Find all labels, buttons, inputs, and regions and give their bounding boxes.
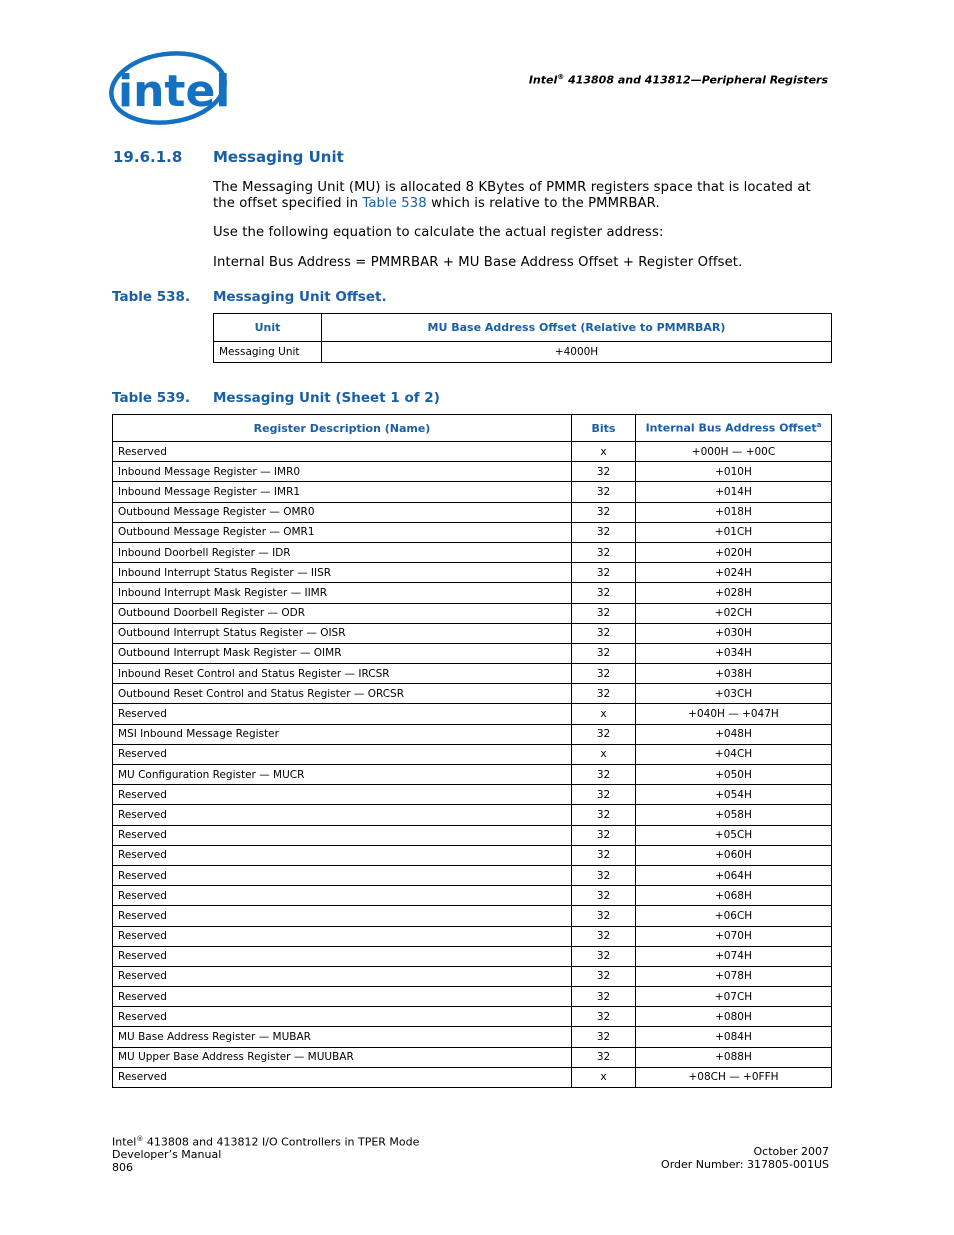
bits-cell: 32 <box>572 664 636 684</box>
register-name-cell: Reserved <box>113 442 572 462</box>
register-name-cell: Outbound Doorbell Register — ODR <box>113 603 572 623</box>
register-name-cell: MU Base Address Register — MUBAR <box>113 1027 572 1047</box>
footer-registered-mark: ® <box>136 1135 144 1143</box>
table-row <box>113 1007 832 1027</box>
intro-paragraph <box>213 180 833 211</box>
table-row <box>113 563 832 583</box>
footer-manual: Developer’s Manual <box>112 1148 222 1162</box>
register-name-cell: Reserved <box>113 704 572 724</box>
table-row <box>113 1047 832 1067</box>
section-number: 19.6.1.8 <box>113 148 183 166</box>
table-row <box>113 825 832 845</box>
running-header-prefix: Intel <box>528 73 558 87</box>
offset-cell: +034H <box>636 643 832 663</box>
register-name-cell: Inbound Message Register — IMR0 <box>113 462 572 482</box>
offset-cell: +030H <box>636 623 832 643</box>
footer-right <box>661 1146 829 1171</box>
offset-cell: +050H <box>636 765 832 785</box>
table-row <box>113 886 832 906</box>
register-name-cell: Reserved <box>113 805 572 825</box>
offset-cell: +020H <box>636 542 832 562</box>
equation-intro: Use the following equation to calculate the actual register address: <box>213 225 664 240</box>
register-name-cell: Inbound Interrupt Status Register — IISR <box>113 563 572 583</box>
register-name-cell: Reserved <box>113 785 572 805</box>
running-header <box>529 73 828 87</box>
register-name-cell: Reserved <box>113 926 572 946</box>
offset-cell: +074H <box>636 946 832 966</box>
table-row <box>214 342 832 363</box>
column-header-unit: Unit <box>214 314 322 342</box>
offset-cell: +084H <box>636 1027 832 1047</box>
bits-cell: 32 <box>572 785 636 805</box>
offset-cell: +014H <box>636 482 832 502</box>
register-name-cell: MU Configuration Register — MUCR <box>113 765 572 785</box>
table-539-body <box>113 442 832 1088</box>
offset-cell: +054H <box>636 785 832 805</box>
register-name-cell: Reserved <box>113 966 572 986</box>
register-name-cell: Inbound Reset Control and Status Register — IRCSR <box>113 664 572 684</box>
register-name-cell: Reserved <box>113 987 572 1007</box>
table-538-header-row <box>214 314 832 342</box>
table-row <box>113 926 832 946</box>
table-539-number: Table 539. <box>112 390 191 406</box>
table-539-header-row <box>113 415 832 442</box>
bits-cell: x <box>572 704 636 724</box>
bits-cell: 32 <box>572 987 636 1007</box>
table-row <box>113 785 832 805</box>
table-row <box>113 704 832 724</box>
bits-cell: 32 <box>572 1047 636 1067</box>
register-name-cell: Reserved <box>113 886 572 906</box>
register-name-cell: Reserved <box>113 1067 572 1087</box>
register-name-cell: Outbound Reset Control and Status Register — ORCSR <box>113 684 572 704</box>
table-row <box>113 1067 832 1087</box>
bits-cell: 32 <box>572 926 636 946</box>
register-name-cell: Reserved <box>113 906 572 926</box>
table-row <box>113 865 832 885</box>
table-row <box>113 442 832 462</box>
bits-cell: 32 <box>572 1027 636 1047</box>
offset-cell: +08CH — +0FFH <box>636 1067 832 1087</box>
table-539 <box>112 414 832 1088</box>
offset-cell: +080H <box>636 1007 832 1027</box>
bits-cell: 32 <box>572 603 636 623</box>
register-name-cell: MSI Inbound Message Register <box>113 724 572 744</box>
register-name-cell: Outbound Message Register — OMR0 <box>113 502 572 522</box>
intro-text-end: which is relative to the PMMRBAR. <box>426 195 660 211</box>
table-row <box>113 542 832 562</box>
offset-cell: +01CH <box>636 522 832 542</box>
bits-cell: 32 <box>572 684 636 704</box>
bits-cell: 32 <box>572 623 636 643</box>
offset-cell: +04CH <box>636 744 832 764</box>
table-row <box>113 845 832 865</box>
section-title: Messaging Unit <box>213 148 344 166</box>
offset-cell: +038H <box>636 664 832 684</box>
table-row <box>113 643 832 663</box>
offset-header-text: Internal Bus Address Offset <box>645 421 817 435</box>
register-name-cell: Reserved <box>113 1007 572 1027</box>
bits-cell: 32 <box>572 886 636 906</box>
table-row <box>113 522 832 542</box>
table-row <box>113 623 832 643</box>
register-name-cell: Reserved <box>113 865 572 885</box>
bits-cell: 32 <box>572 502 636 522</box>
register-name-cell: Inbound Message Register — IMR1 <box>113 482 572 502</box>
offset-cell: +02CH <box>636 603 832 623</box>
table-row <box>113 462 832 482</box>
table-row <box>113 502 832 522</box>
bits-cell: 32 <box>572 724 636 744</box>
offset-cell: +040H — +047H <box>636 704 832 724</box>
column-header-register: Register Description (Name) <box>113 415 572 442</box>
table-row <box>113 482 832 502</box>
offset-cell: +05CH <box>636 825 832 845</box>
register-name-cell: Reserved <box>113 845 572 865</box>
bits-cell: 32 <box>572 482 636 502</box>
offset-cell: +07CH <box>636 987 832 1007</box>
offset-cell: +000H — +00C <box>636 442 832 462</box>
table-row <box>113 1027 832 1047</box>
table-row <box>113 664 832 684</box>
footer-order-number: Order Number: 317805-001US <box>661 1157 829 1171</box>
table-539-title: Messaging Unit (Sheet 1 of 2) <box>213 390 440 406</box>
register-name-cell: Reserved <box>113 946 572 966</box>
offset-cell: +078H <box>636 966 832 986</box>
offset-cell: +03CH <box>636 684 832 704</box>
offset-cell: +088H <box>636 1047 832 1067</box>
offset-cell: +4000H <box>322 342 832 363</box>
offset-cell: +018H <box>636 502 832 522</box>
table-538 <box>213 313 832 363</box>
footer-product-line <box>112 1133 419 1149</box>
intel-logo <box>108 50 228 128</box>
bits-cell: 32 <box>572 643 636 663</box>
page-number: 806 <box>112 1160 133 1174</box>
offset-cell: +060H <box>636 845 832 865</box>
register-name-cell: Inbound Interrupt Mask Register — IIMR <box>113 583 572 603</box>
bits-cell: 32 <box>572 805 636 825</box>
offset-cell: +024H <box>636 563 832 583</box>
footer-left <box>112 1133 419 1174</box>
bits-cell: 32 <box>572 946 636 966</box>
table-row <box>113 946 832 966</box>
table-row <box>113 805 832 825</box>
table-row <box>113 987 832 1007</box>
register-name-cell: Outbound Message Register — OMR1 <box>113 522 572 542</box>
footnote-marker: a <box>816 421 822 430</box>
column-header-base-offset: MU Base Address Offset (Relative to PMMRBAR) <box>322 314 832 342</box>
table-row <box>113 966 832 986</box>
bits-cell: 32 <box>572 1007 636 1027</box>
table-539-caption <box>112 390 440 406</box>
column-header-bits: Bits <box>572 415 636 442</box>
section-heading <box>113 148 344 166</box>
table-row <box>113 906 832 926</box>
bits-cell: x <box>572 442 636 462</box>
table-538-link[interactable]: Table 538 <box>362 195 427 211</box>
offset-cell: +028H <box>636 583 832 603</box>
offset-cell: +064H <box>636 865 832 885</box>
equation: Internal Bus Address = PMMRBAR + MU Base Address Offset + Register Offset. <box>213 255 743 270</box>
register-name-cell: Outbound Interrupt Mask Register — OIMR <box>113 643 572 663</box>
footer-date: October 2007 <box>753 1145 829 1158</box>
register-name-cell: Outbound Interrupt Status Register — OISR <box>113 623 572 643</box>
offset-cell: +010H <box>636 462 832 482</box>
registered-mark: ® <box>557 73 565 81</box>
intro-text-start: The Messaging Unit (MU) is allocated 8 KBytes of PMMR registers space that is located at the offset specified in <box>213 180 811 211</box>
bits-cell: 32 <box>572 462 636 482</box>
bits-cell: 32 <box>572 542 636 562</box>
bits-cell: 32 <box>572 825 636 845</box>
footer-brand: Intel <box>112 1135 137 1149</box>
bits-cell: 32 <box>572 906 636 926</box>
logo-wordmark: intel <box>118 66 228 117</box>
unit-cell: Messaging Unit <box>214 342 322 363</box>
bits-cell: 32 <box>572 865 636 885</box>
offset-cell: +048H <box>636 724 832 744</box>
bits-cell: 32 <box>572 522 636 542</box>
bits-cell: x <box>572 744 636 764</box>
offset-cell: +058H <box>636 805 832 825</box>
table-row <box>113 583 832 603</box>
bits-cell: 32 <box>572 563 636 583</box>
table-538-caption <box>112 289 387 305</box>
register-name-cell: Inbound Doorbell Register — IDR <box>113 542 572 562</box>
bits-cell: 32 <box>572 845 636 865</box>
table-538-title: Messaging Unit Offset. <box>213 289 387 305</box>
bits-cell: 32 <box>572 583 636 603</box>
register-name-cell: MU Upper Base Address Register — MUUBAR <box>113 1047 572 1067</box>
offset-cell: +070H <box>636 926 832 946</box>
table-row <box>113 603 832 623</box>
register-name-cell: Reserved <box>113 825 572 845</box>
column-header-offset <box>636 415 832 442</box>
table-row <box>113 765 832 785</box>
register-name-cell: Reserved <box>113 744 572 764</box>
table-row <box>113 684 832 704</box>
bits-cell: 32 <box>572 765 636 785</box>
table-row <box>113 744 832 764</box>
table-row <box>113 724 832 744</box>
bits-cell: x <box>572 1067 636 1087</box>
offset-cell: +068H <box>636 886 832 906</box>
table-538-number: Table 538. <box>112 289 191 305</box>
offset-cell: +06CH <box>636 906 832 926</box>
footer-product: 413808 and 413812 I/O Controllers in TPER Mode <box>143 1135 420 1149</box>
running-header-title: 413808 and 413812—Peripheral Registers <box>564 73 828 87</box>
bits-cell: 32 <box>572 966 636 986</box>
